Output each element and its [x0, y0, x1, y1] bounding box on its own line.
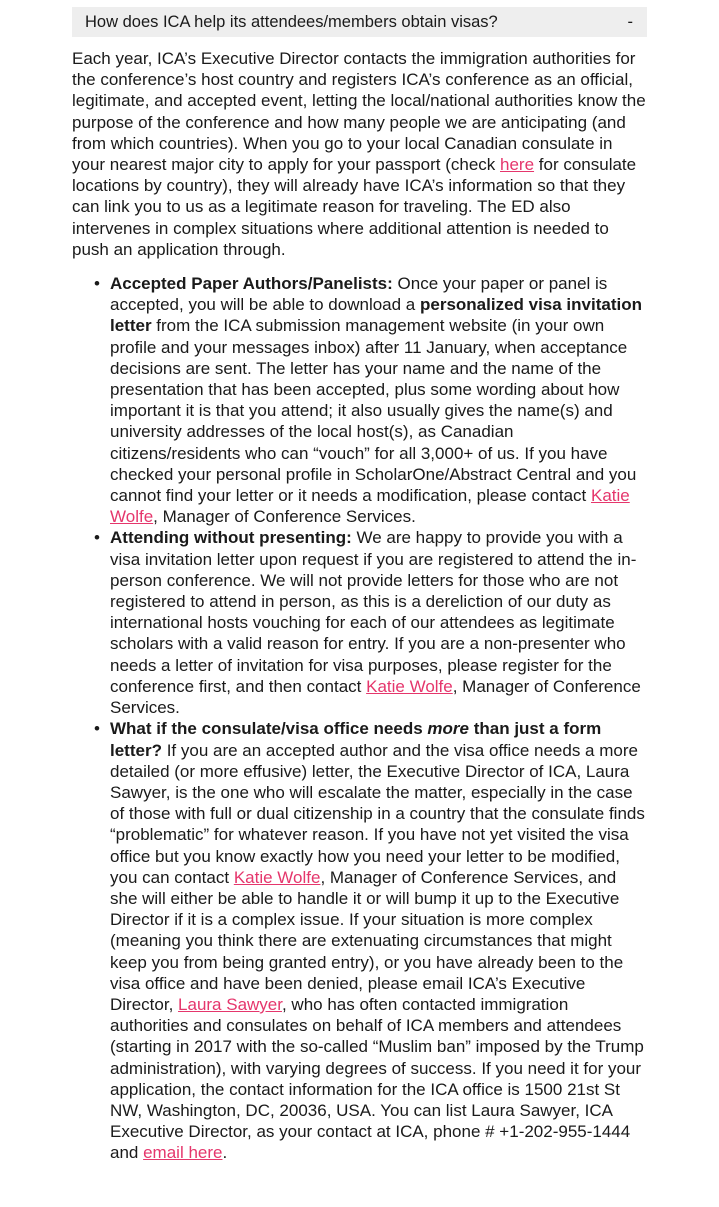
bullet-text-1: Once your paper or panel is accepted, you will be able to download a — [110, 274, 608, 315]
collapse-minus-icon[interactable]: - — [627, 12, 633, 31]
faq-accordion-panel — [0, 7, 719, 1164]
intro-text-part1: Each year, ICA’s Executive Director contacts the immigration authorities for the conference’s host country and registers ICA’s conference as an official, legitimate, and accepted event, letting the local/national authorities know the purpose of the conference and how many people we are anticipating (and from which countries). When you go to your local Canadian consulate in your nearest major city to apply for your passport (check — [72, 49, 646, 175]
bullet-text-3: , Manager of Conference Services. — [153, 507, 416, 527]
bullet-text-3: , who has often contacted immigration authorities and consulates on behalf of ICA members and attendees (starting in 2017 with the so-called “Muslim ban” imposed by the Trump administration), with varying degrees of success. If you need it for your application, the contact information for the ICA office is 1500 21st St NW, Washington, DC, 20036, USA. You can list Laura Sawyer, ICA Executive Director, as your contact at ICA, phone # +1-202-955-1444 and — [110, 994, 644, 1163]
consulate-locations-link[interactable]: here — [500, 155, 535, 175]
katie-wolfe-link[interactable]: Katie Wolfe — [233, 867, 321, 887]
katie-wolfe-link[interactable]: Katie Wolfe — [366, 676, 453, 696]
list-item-accepted-authors — [72, 273, 647, 527]
bullet-lead-label-part-b: than just a form letter? — [110, 719, 602, 760]
bullet-text-2: , Manager of Conference Services. — [110, 676, 641, 718]
katie-wolfe-link[interactable]: Katie Wolfe — [110, 486, 630, 527]
email-here-link[interactable]: email here — [143, 1143, 223, 1163]
accordion-question-title: How does ICA help its attendees/members obtain visas? — [85, 12, 498, 31]
bullet-text-2: , Manager of Conference Services, and she will either be able to handle it or will bump it up to the Executive Director if it is a complex issue. If your situation is more complex (meaning you think there are extenuating circumstances that might keep you from being granted entry), or you have already been to the visa office and have been denied, please email ICA’s Executive Director, — [110, 867, 624, 1014]
bullet-lead-label: Accepted Paper Authors/Panelists: — [110, 274, 393, 294]
list-item-attending-without-presenting — [72, 527, 647, 718]
accordion-header-visas[interactable] — [72, 7, 647, 37]
intro-text-part2: for consulate locations by country), they will already have ICA’s information so that they can link you to us as a legitimate reason for traveling. The ED also intervenes in complex situations where additional attention is needed to push an application through. — [72, 155, 637, 259]
bullet-lead-label-part-a: What if the consulate/visa office needs — [110, 719, 428, 739]
accordion-body — [72, 37, 647, 1164]
laura-sawyer-link[interactable]: Laura Sawyer — [178, 994, 282, 1014]
list-item-consulate-needs-more — [72, 718, 647, 1163]
bullet-text-1: We are happy to provide you with a visa invitation letter upon request if you are registered to attend the in-person conference. We will not provide letters for those who are not registered to attend in person, as this is a dereliction of our duty as international hosts vouching for each of our attendees as legitimate scholars with a valid reason for entry. If you are a non-presenter who needs a letter of invitation for visa purposes, please register for the conference first, and then contact — [110, 528, 637, 696]
bullet-strong-phrase: personalized visa invitation letter — [110, 295, 642, 336]
faq-bullet-list — [72, 273, 647, 1164]
bullet-lead-emphasis-more: more — [427, 719, 469, 739]
bullet-text-4: . — [222, 1143, 228, 1163]
bullet-lead-label: Attending without presenting: — [110, 528, 352, 548]
bullet-text-1: If you are an accepted author and the visa office needs a more detailed (or more effusive) letter, the Executive Director of ICA, Laura Sawyer, is the one who will escalate the matter, especially in the case of those with full or dual citizenship in a country that the consulate finds “problematic” for whatever reason. If you have not yet visited the visa office but you know exactly how you need your letter to be modified, you can contact — [110, 740, 645, 887]
intro-paragraph — [72, 48, 647, 260]
bullet-text-2: from the ICA submission management website (in your own profile and your messages inbox) after 11 January, when acceptance decisions are sent. The letter has your name and the name of the presentation that has been accepted, plus some wording about how important it is that you attend; it also usually gives the name(s) and university addresses of the local host(s), as Canadian citizens/residents who can “vouch” for all 3,000+ of us. If you have checked your personal profile in ScholarOne/Abstract Central and you cannot find your letter or it needs a modification, please contact — [110, 316, 637, 506]
